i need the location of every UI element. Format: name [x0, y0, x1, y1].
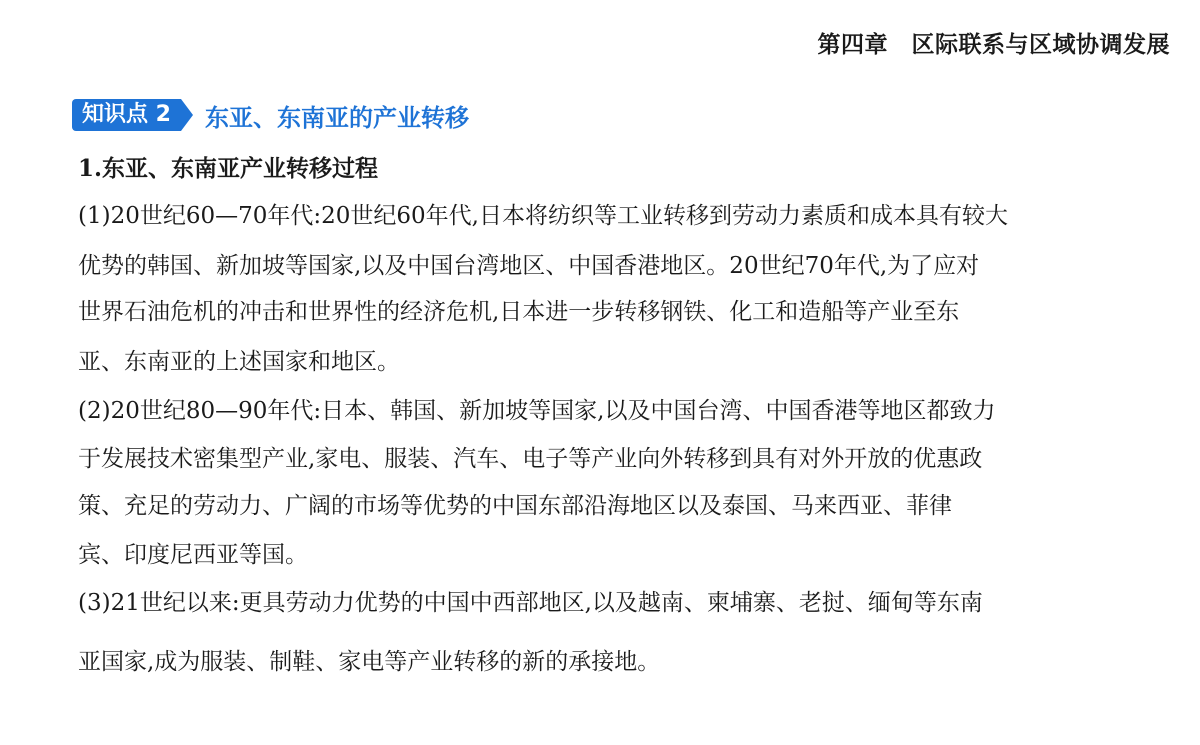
paragraph-line: 优势的韩国、新加坡等国家,以及中国台湾地区、中国香港地区。20世纪70年代,为了应对: [78, 253, 980, 279]
paragraph-line: 策、充足的劳动力、广阔的市场等优势的中国东部沿海地区以及泰国、马来西亚、菲律: [78, 493, 952, 519]
knowledge-point-badge: 知识点 2: [72, 99, 181, 131]
chapter-header: 第四章 区际联系与区域协调发展: [817, 32, 1170, 58]
paragraph-line: 亚、东南亚的上述国家和地区。: [78, 349, 400, 375]
subheading: 1.东亚、东南亚产业转移过程: [78, 155, 379, 182]
paragraph-line: 宾、印度尼西亚等国。: [78, 542, 308, 568]
paragraph-line: (2)20世纪80—90年代:日本、韩国、新加坡等国家,以及中国台湾、中国香港等地区都致力: [78, 398, 996, 424]
paragraph-line: (3)21世纪以来:更具劳动力优势的中国中西部地区,以及越南、柬埔寨、老挝、缅甸等东南: [78, 590, 983, 616]
section-title: 东亚、东南亚的产业转移: [204, 103, 469, 132]
section-heading: [72, 98, 469, 132]
paragraph-line: 亚国家,成为服装、制鞋、家电等产业转移的新的承接地。: [78, 649, 661, 675]
paragraph-line: 世界石油危机的冲击和世界性的经济危机,日本进一步转移钢铁、化工和造船等产业至东: [78, 299, 960, 325]
paragraph-line: 于发展技术密集型产业,家电、服装、汽车、电子等产业向外转移到具有对外开放的优惠政: [78, 446, 983, 472]
paragraph-line: (1)20世纪60—70年代:20世纪60年代,日本将纺织等工业转移到劳动力素质和成本具有较大: [78, 203, 1008, 229]
